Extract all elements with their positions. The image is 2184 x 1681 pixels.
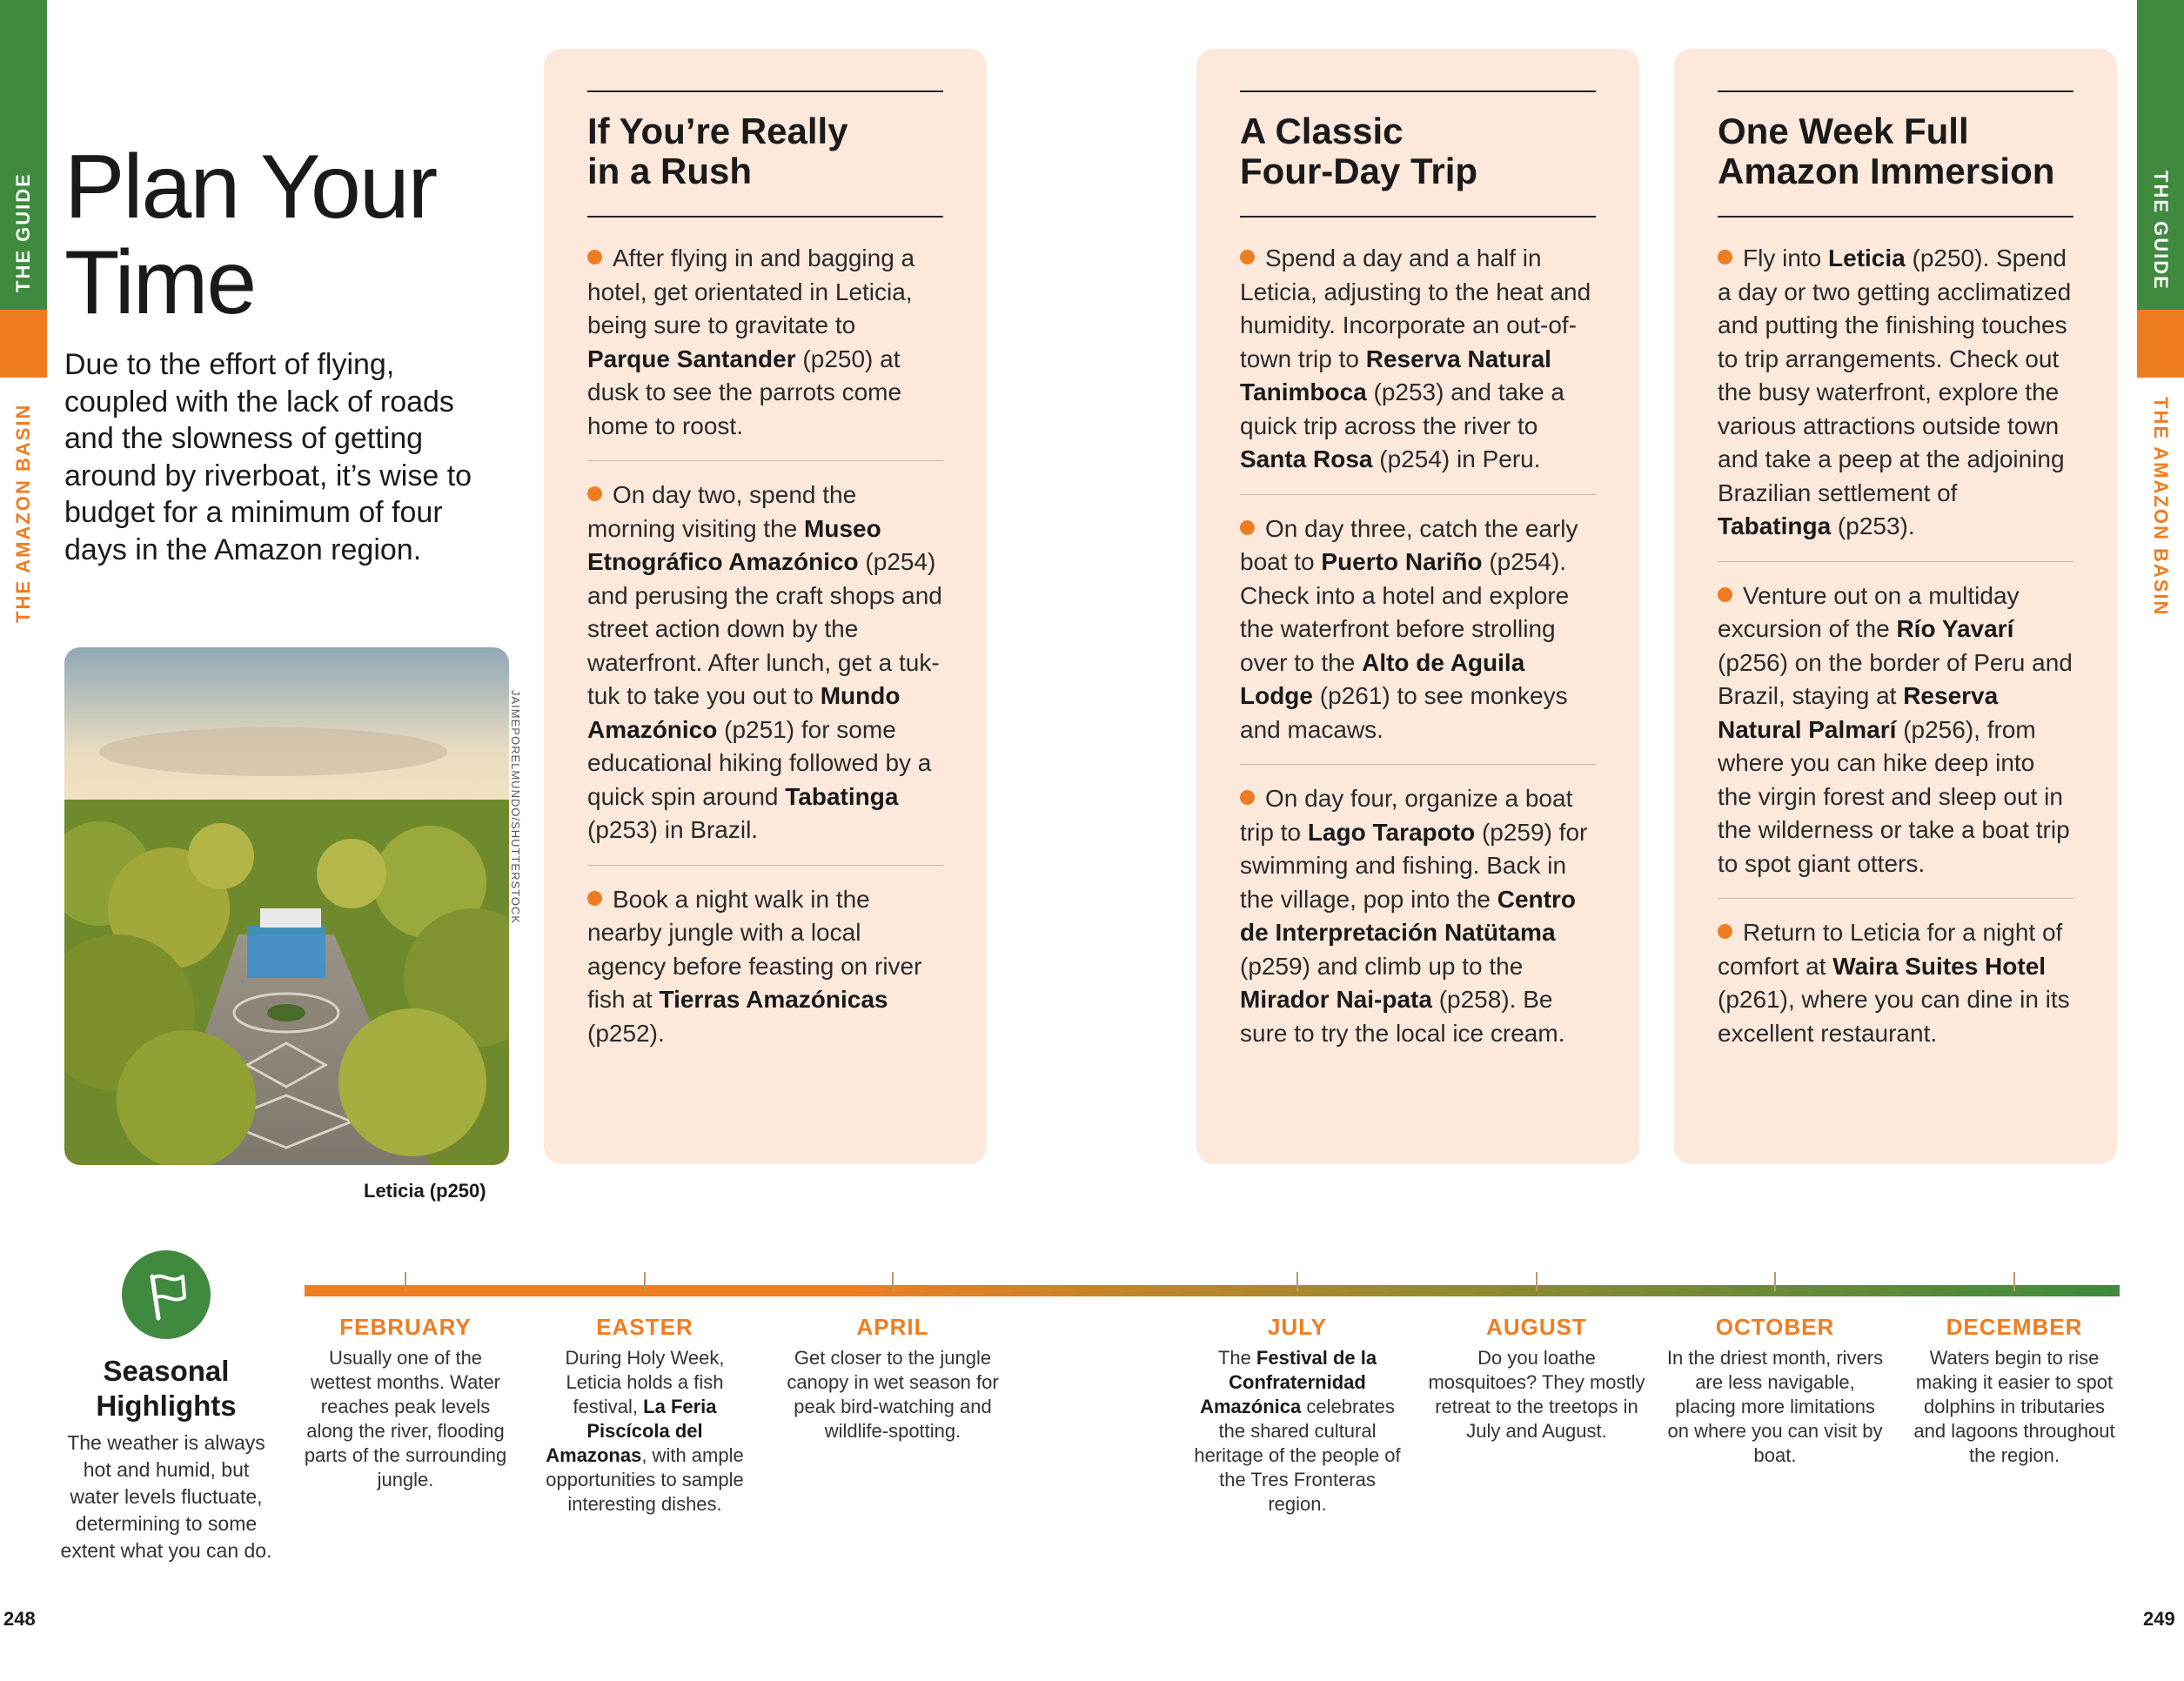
text-run: (p251) for some educational hiking followed by a quick spin around	[587, 715, 932, 810]
timeline-month: JULY	[1267, 1314, 1328, 1340]
card-title-rule	[1240, 216, 1596, 218]
timeline-description	[784, 1346, 1002, 1443]
place-name: Reserva Natural Palmarí	[1718, 682, 1999, 743]
bullet-dot-icon	[1718, 250, 1732, 265]
itinerary-item	[1718, 579, 2073, 900]
place-name: Festival de la Confraternidad Amazónica	[1200, 1347, 1377, 1417]
itinerary-card-rush	[544, 49, 987, 1164]
text-run: (p256), from where you can hike deep into the virgin forest and sleep out in the wilderness or take a boat trip to spot giant otters.	[1718, 715, 2070, 877]
timeline-tick	[1774, 1272, 1776, 1291]
text-run: (p250). Spend a day or two getting acclimatized and putting the finishing touches to trip arrangements. Check out the busy waterfront, explore the various attractions outside town and take a peep at the adjoining Brazilian settlement of	[1718, 244, 2072, 506]
page-number-right: 249	[2143, 1608, 2175, 1630]
text-run: , with ample opportunities to sample interesting dishes.	[546, 1444, 744, 1515]
text-run: (p254). Check into a hotel and explore the waterfront before strolling over to the	[1240, 548, 1570, 676]
text-run: On day four, organize a boat trip to	[1240, 785, 1573, 846]
text-run: Venture out on a multiday excursion of the	[1718, 581, 2020, 642]
text-run: (p253) and take a quick trip across the river to	[1240, 378, 1565, 439]
text-run: (p252).	[587, 1019, 665, 1047]
card-title-line: If You’re Really	[587, 111, 848, 151]
text-run: (p259) and climb up to the	[1240, 952, 1524, 980]
timeline-description	[1906, 1346, 2123, 1468]
timeline-bar	[305, 1285, 2120, 1296]
region-tab-left	[0, 310, 47, 378]
bullet-dot-icon	[1240, 250, 1255, 265]
card-items	[587, 242, 943, 1085]
timeline-description	[1189, 1346, 1406, 1517]
seasonal-title-line: Highlights	[96, 1390, 237, 1422]
place-name: Tierras Amazónicas	[659, 986, 888, 1013]
card-title	[1240, 111, 1605, 191]
itinerary-item	[1718, 916, 2073, 1068]
text-run: Book a night walk in the nearby jungle with a local agency before feasting on river fish at	[587, 885, 922, 1013]
place-name: Santa Rosa	[1240, 445, 1373, 472]
text-run: Spend a day and a half in Leticia, adjusting to the heat and humidity. Incorporate an out-of-town trip to	[1240, 244, 1591, 372]
text-run: Get closer to the jungle canopy in wet season for peak bird-watching and wildlife-spotting.	[787, 1347, 999, 1442]
card-title-rule	[1718, 216, 2073, 218]
timeline-entry	[1906, 1314, 2123, 1468]
itinerary-item	[1240, 782, 1596, 1068]
card-top-rule	[1718, 90, 2073, 92]
card-top-rule	[587, 90, 943, 92]
timeline-tick	[892, 1272, 894, 1291]
leticia-photo	[64, 647, 509, 1165]
intro-text: Due to the effort of flying, coupled with the lack of roads and the slowness of getting around by riverboat, it’s wise to budget for a minimum of four days in the Amazon region.	[64, 348, 472, 566]
seasonal-title-line: Seasonal	[103, 1355, 230, 1387]
timeline-month: FEBRUARY	[339, 1314, 472, 1340]
section-label-left: THE GUIDE	[12, 172, 34, 292]
itinerary-item	[587, 479, 943, 866]
text-run: Usually one of the wettest months. Water reaches peak levels along the river, flooding parts of the surrounding jungle.	[304, 1347, 507, 1490]
seasonal-title	[52, 1354, 280, 1423]
section-label-right: THE GUIDE	[2150, 171, 2172, 291]
timeline-tick	[1296, 1272, 1298, 1291]
page-number-left: 248	[3, 1608, 36, 1630]
text-run: (p254) in Peru.	[1372, 445, 1541, 472]
text-run: celebrates the shared cultural heritage of the people of the Tres Fronteras region.	[1194, 1396, 1401, 1515]
timeline-month: APRIL	[856, 1314, 929, 1340]
text-run: The	[1217, 1347, 1256, 1369]
bullet-dot-icon	[1240, 520, 1255, 535]
timeline-month: OCTOBER	[1715, 1314, 1835, 1340]
bullet-dot-icon	[1718, 587, 1732, 602]
region-label-left: THE AMAZON BASIN	[12, 403, 34, 623]
timeline-tick	[644, 1272, 646, 1291]
itinerary-card-four-day	[1196, 49, 1639, 1164]
itinerary-item	[1240, 242, 1596, 495]
text-run: (p256) on the border of Peru and Brazil, staying at	[1718, 648, 2073, 709]
card-title-line: in a Rush	[587, 151, 753, 191]
text-run: In the driest month, rivers are less navigable, placing more limitations on where you can visit by boat.	[1666, 1347, 1884, 1466]
text-run: (p261), where you can dine in its excellent restaurant.	[1718, 986, 2070, 1047]
timeline-tick	[1536, 1272, 1538, 1291]
flag-icon-graphic	[122, 1250, 211, 1339]
card-title	[587, 111, 953, 191]
place-name: Tabatinga	[785, 782, 899, 810]
itinerary-item	[1240, 512, 1596, 766]
place-name: Puerto Nariño	[1321, 548, 1483, 575]
timeline-tick	[2013, 1272, 2015, 1291]
photo-caption: Leticia (p250)	[364, 1180, 486, 1202]
place-name: Mirador Nai-pata	[1240, 986, 1432, 1013]
place-name: Centro de Interpretación Natütama	[1240, 885, 1576, 946]
place-name: Reserva Natural Tanimboca	[1240, 345, 1551, 405]
card-items	[1240, 242, 1596, 1085]
page-title-line: Plan Your	[64, 137, 437, 238]
card-title-line: Amazon Immersion	[1718, 151, 2055, 191]
itinerary-item	[587, 883, 943, 1068]
place-name: Parque Santander	[587, 345, 796, 372]
card-title-line: Four-Day Trip	[1240, 151, 1478, 191]
place-name: Waira Suites Hotel	[1832, 952, 2047, 980]
timeline-entry	[297, 1314, 514, 1492]
region-label-right: THE AMAZON BASIN	[2150, 397, 2172, 617]
timeline-month: EASTER	[596, 1314, 693, 1340]
itinerary-item	[1718, 242, 2073, 562]
place-name: Río Yavarí	[1896, 615, 2014, 642]
card-title	[1718, 111, 2083, 191]
bullet-dot-icon	[1240, 790, 1255, 805]
itinerary-item	[587, 242, 943, 461]
timeline-entry	[1428, 1314, 1645, 1443]
text-run: After flying in and bagging a hotel, get orientated in Leticia, being sure to gravitate to	[587, 244, 915, 338]
seasonal-text: The weather is always hot and humid, but water levels fluctuate, determining to some extent what you can do.	[60, 1431, 272, 1562]
text-run: (p259) for swimming and fishing. Back in the village, pop into the	[1240, 818, 1588, 913]
place-name: Lago Tarapoto	[1307, 818, 1476, 846]
bullet-dot-icon	[587, 486, 602, 501]
photo-credit: JAIMEPORELMUNDO/SHUTTERSTOCK	[509, 690, 522, 925]
page-title	[64, 139, 436, 331]
text-run: Return to Leticia for a night of comfort at	[1718, 919, 2063, 980]
page-title-line: Time	[64, 232, 256, 333]
bullet-dot-icon	[1718, 924, 1732, 939]
text-run: (p253) in Brazil.	[587, 816, 759, 843]
timeline-entry	[784, 1314, 1002, 1443]
text-run: (p258). Be sure to try the local ice cream.	[1240, 986, 1565, 1047]
itinerary-card-one-week	[1674, 49, 2117, 1164]
place-name: La Feria Piscícola del Amazonas	[546, 1396, 717, 1466]
text-run: (p253).	[1831, 512, 1915, 539]
timeline-month: AUGUST	[1486, 1314, 1587, 1340]
text-run: (p254) and perusing the craft shops and street action down by the waterfront. After lunch, get a tuk-tuk to take you out to	[587, 548, 942, 709]
text-run: Waters begin to rise making it easier to spot dolphins in tributaries and lagoons throughout the region.	[1913, 1347, 2115, 1466]
text-run: During Holy Week, Leticia holds a fish festival,	[565, 1347, 725, 1417]
card-top-rule	[1240, 90, 1596, 92]
card-title-line: One Week Full	[1718, 111, 1969, 151]
card-title-rule	[587, 216, 943, 218]
text-run: (p250) at dusk to see the parrots come home to roost.	[587, 345, 902, 439]
timeline-month: DECEMBER	[1946, 1314, 2083, 1340]
place-name: Museo Etnográfico Amazónico	[587, 514, 881, 575]
place-name: Tabatinga	[1718, 512, 1832, 539]
flag-icon	[122, 1250, 211, 1339]
bullet-dot-icon	[587, 891, 602, 906]
text-run: On day three, catch the early boat to	[1240, 514, 1578, 575]
text-run: Fly into	[1743, 244, 1829, 271]
timeline-entry	[1189, 1314, 1406, 1517]
leticia-photo-illustration	[64, 647, 509, 1165]
region-tab-right	[2137, 310, 2184, 378]
place-name: Alto de Aguila Lodge	[1240, 648, 1525, 709]
card-title-line: A Classic	[1240, 111, 1404, 151]
card-items	[1718, 242, 2073, 1085]
timeline-entry	[536, 1314, 754, 1517]
timeline-tick	[405, 1272, 406, 1291]
bullet-dot-icon	[587, 250, 602, 265]
timeline-description	[1666, 1346, 1884, 1468]
timeline-description	[1428, 1346, 1645, 1443]
timeline-entry	[1666, 1314, 1884, 1468]
text-run: (p261) to see monkeys and macaws.	[1240, 682, 1568, 743]
place-name: Mundo Amazónico	[587, 682, 901, 743]
timeline-description	[536, 1346, 754, 1517]
text-run: On day two, spend the morning visiting the	[587, 481, 857, 542]
text-run: Do you loathe mosquitoes? They mostly retreat to the treetops in July and August.	[1428, 1347, 1645, 1442]
timeline-description	[297, 1346, 514, 1492]
place-name: Leticia	[1828, 244, 1906, 271]
